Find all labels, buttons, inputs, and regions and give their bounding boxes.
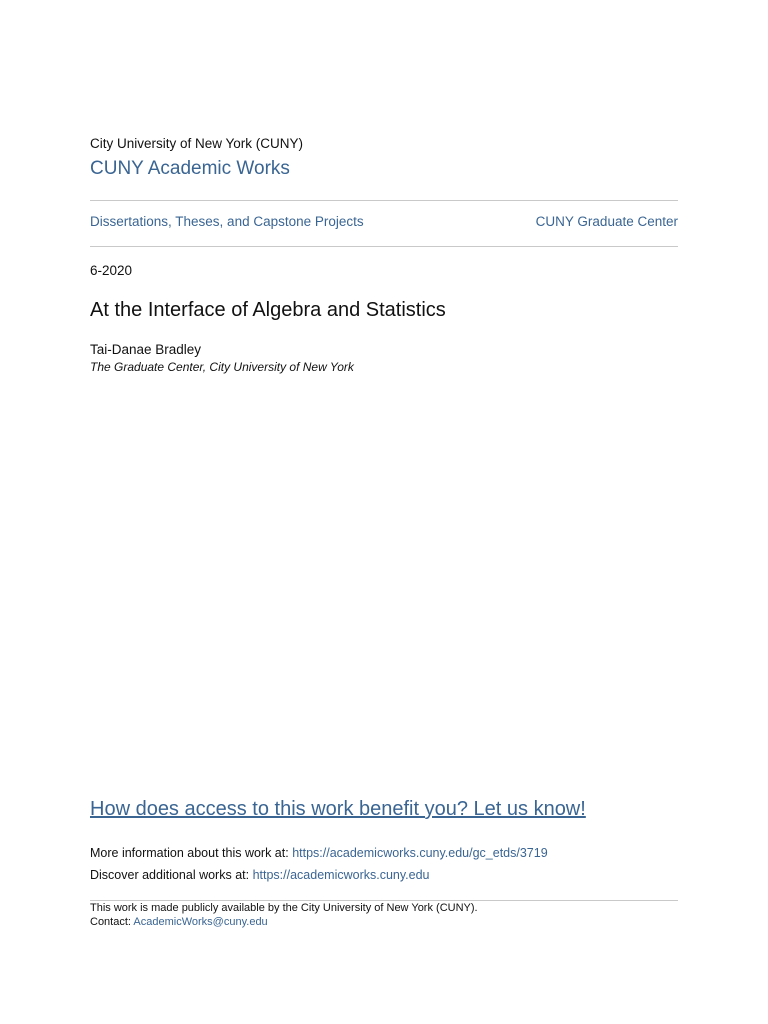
author-name: Tai-Danae Bradley [90,342,202,357]
publication-date: 6-2020 [90,263,133,278]
top-divider [90,200,678,201]
institution-name: City University of New York (CUNY) [90,136,304,151]
feedback-link[interactable]: How does access to this work benefit you? Let us know! [90,798,586,820]
contact-email-link[interactable]: AcademicWorks@cuny.edu [133,916,268,928]
document-title: At the Interface of Algebra and Statistics [90,299,446,321]
more-info-label: More information about this work at: [90,846,293,860]
repository-url-link[interactable]: https://academicworks.cuny.edu [252,868,430,882]
collection-link[interactable]: Dissertations, Theses, and Capstone Projects [90,214,364,229]
author-affiliation: The Graduate Center, City University of New York [90,360,354,374]
discover-line [90,868,430,882]
contact-label: Contact: [90,916,134,928]
contact-line [90,916,268,928]
discover-label: Discover additional works at: [90,868,253,882]
work-url-link[interactable]: https://academicworks.cuny.edu/gc_etds/3719 [292,846,548,860]
campus-link[interactable]: CUNY Graduate Center [535,214,678,229]
header-divider [90,246,678,247]
availability-notice: This work is made publicly available by the City University of New York (CUNY). [90,902,478,914]
repository-link[interactable]: CUNY Academic Works [90,158,290,179]
more-info-line [90,846,548,860]
footer-divider [90,900,678,901]
